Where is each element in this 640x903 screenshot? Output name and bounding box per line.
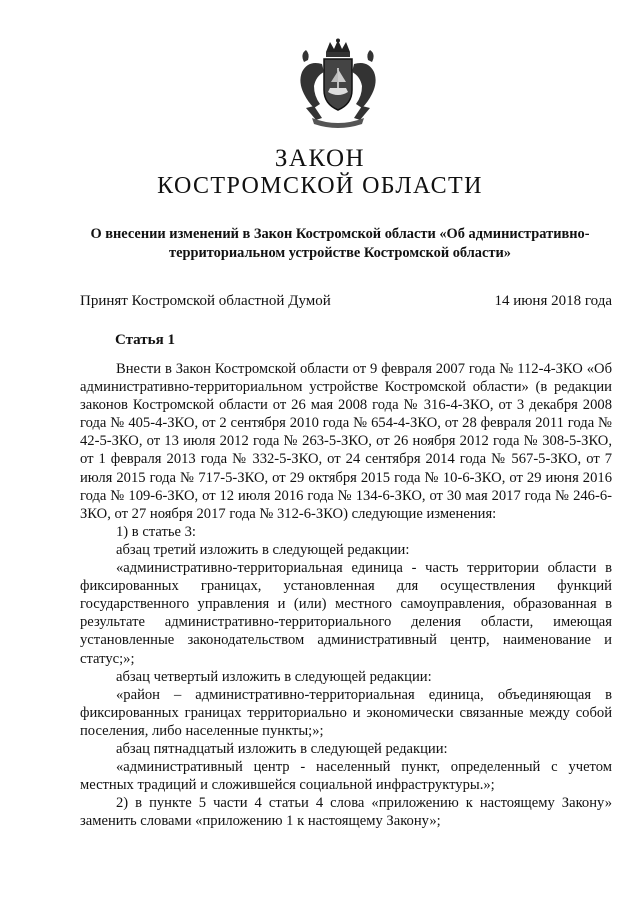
item-1-paragraph-3-heading: абзац третий изложить в следующей редакции:	[116, 541, 410, 558]
item-1-paragraph-4-text: «район – административно-территориальная единица, объединяющая в фиксированных границах территориально и экономически связанные между собой поселения, либо населенные пункты;»;	[80, 686, 612, 739]
item-2: 2) в пункте 5 части 4 статьи 4 слова «приложению к настоящему Закону» заменить словами «приложению 1 к настоящему Закону»;	[80, 795, 612, 830]
item-1-paragraph-15-text: «административный центр - населенный пункт, определенный с учетом местных традиций и сложившейся социальной инфраструктуры.»;	[80, 759, 612, 794]
region-title: КОСТРОМСКОЙ ОБЛАСТИ	[157, 173, 483, 199]
article-body	[80, 360, 612, 830]
law-subject: О внесении изменений в Закон Костромской области «Об административно-территориальном устройстве Костромской области»	[90, 226, 590, 261]
article-title: Статья 1	[115, 332, 175, 348]
item-1: 1) в статье 3:	[116, 523, 196, 540]
item-1-paragraph-4-heading: абзац четвертый изложить в следующей редакции:	[116, 668, 432, 685]
law-title: ЗАКОН	[274, 145, 366, 172]
article-intro-paragraph: Внести в Закон Костромской области от 9 февраля 2007 года № 112-4-ЗКО «Об административно-территориальном устройстве Костромской области» (в редакции законов Костромской области от 26 мая 2008 года № 316-4-ЗКО, от 3 декабря 2008 года № 405-4-ЗКО, от 2 сентября 2010 года № 654-4-ЗКО, от 28 февраля 2011 года № 42-5-ЗКО, от 13 июля 2012 года № 263-5-ЗКО, от 26 ноября 2012 года № 308-5-ЗКО, от 1 февраля 2013 года № 332-5-ЗКО, от 24 сентября 2014 года № 567-5-ЗКО, от 7 июля 2015 года № 717-5-ЗКО, от 29 октября 2015 года № 10-6-ЗКО, от 29 июня 2016 года № 109-6-ЗКО, от 12 июля 2016 года № 134-6-ЗКО, от 30 мая 2017 года № 246-6-ЗКО, от 27 ноября 2017 года № 312-6-ЗКО) следующие изменения:	[80, 361, 612, 522]
coat-of-arms-emblem	[294, 38, 382, 130]
item-1-paragraph-3-text: «административно-территориальная единица - часть территории области в фиксированных границах, установленная для осуществления функций государственного управления и (или) местного самоуправления, образованная в результате административно-территориального деления области, имеющая установленные законодательством административный центр, наименование и статус;»;	[80, 560, 612, 667]
adopted-by: Принят Костромской областной Думой	[80, 293, 331, 309]
item-1-paragraph-15-heading: абзац пятнадцатый изложить в следующей редакции:	[116, 740, 448, 757]
adopted-date: 14 июня 2018 года	[494, 293, 612, 309]
